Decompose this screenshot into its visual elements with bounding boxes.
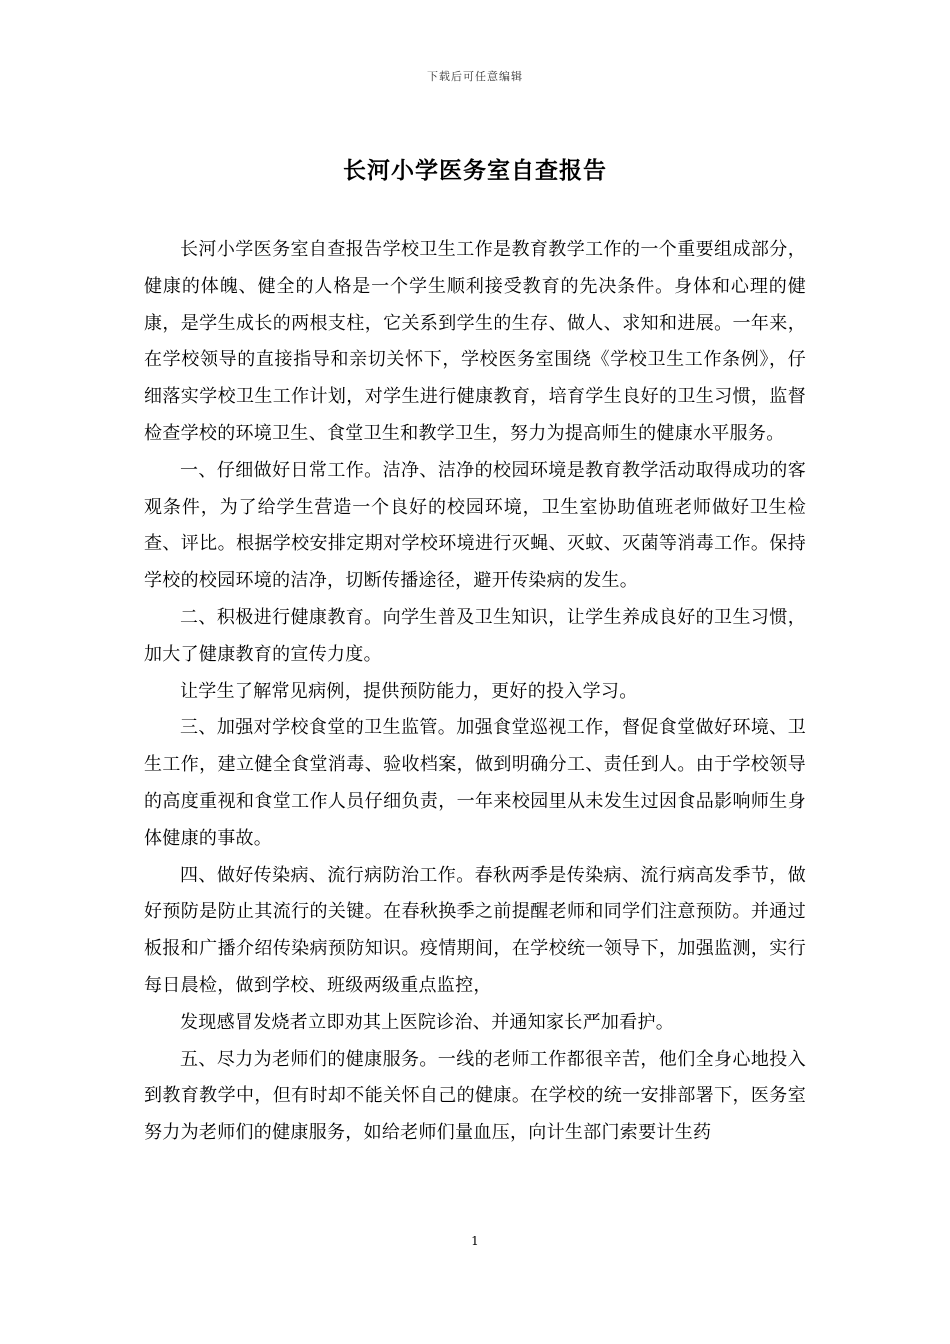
document-body	[144, 232, 806, 1152]
paragraph-section-2-continued: 让学生了解常见病例，提供预防能力，更好的投入学习。	[180, 680, 638, 702]
paragraph-section-2: 二、积极进行健康教育。向学生普及卫生知识，让学生养成良好的卫生习惯，加大了健康教育的宣传力度。	[144, 606, 806, 665]
page-number: 1	[471, 1234, 479, 1248]
paragraph-section-1: 一、仔细做好日常工作。洁净、洁净的校园环境是教育教学活动取得成功的客观条件，为了给学生营造一个良好的校园环境，卫生室协助值班老师做好卫生检查、评比。根据学校安排定期对学校环境进行灭蝇、灭蚊、灭菌等消毒工作。保持学校的校园环境的洁净，切断传播途径，避开传染病的发生。	[144, 459, 806, 592]
header-note: 下载后可任意编辑	[427, 70, 523, 83]
paragraph-section-3: 三、加强对学校食堂的卫生监管。加强食堂巡视工作，督促食堂做好环境、卫生工作，建立健全食堂消毒、验收档案，做到明确分工、责任到人。由于学校领导的高度重视和食堂工作人员仔细负责，一年来校园里从未发生过因食品影响师生身体健康的事故。	[144, 717, 806, 849]
paragraph-intro: 长河小学医务室自查报告学校卫生工作是教育教学工作的一个重要组成部分，健康的体魄、健全的人格是一个学生顺利接受教育的先决条件。身体和心理的健康，是学生成长的两根支柱，它关系到学生的生存、做人、求知和进展。一年来，在学校领导的直接指导和亲切关怀下，学校医务室围绕《学校卫生工作条例》，仔细落实学校卫生工作计划，对学生进行健康教育，培育学生良好的卫生习惯，监督检查学校的环境卫生、食堂卫生和教学卫生，努力为提高师生的健康水平服务。	[144, 239, 806, 444]
document-title: 长河小学医务室自查报告	[343, 157, 607, 184]
paragraph-section-5: 五、尽力为老师们的健康服务。一线的老师工作都很辛苦，他们全身心地投入到教育教学中，但有时却不能关怀自己的健康。在学校的统一安排部署下，医务室努力为老师们的健康服务，如给老师们量血压，向计生部门索要计生药	[144, 1048, 806, 1144]
paragraph-section-4: 四、做好传染病、流行病防治工作。春秋两季是传染病、流行病高发季节，做好预防是防止其流行的关键。在春秋换季之前提醒老师和同学们注意预防。并通过板报和广播介绍传染病预防知识。疫情期间，在学校统一领导下，加强监测，实行每日晨检，做到学校、班级两级重点监控，	[144, 864, 806, 996]
paragraph-section-4-continued: 发现感冒发烧者立即劝其上医院诊治、并通知家长严加看护。	[180, 1011, 675, 1033]
